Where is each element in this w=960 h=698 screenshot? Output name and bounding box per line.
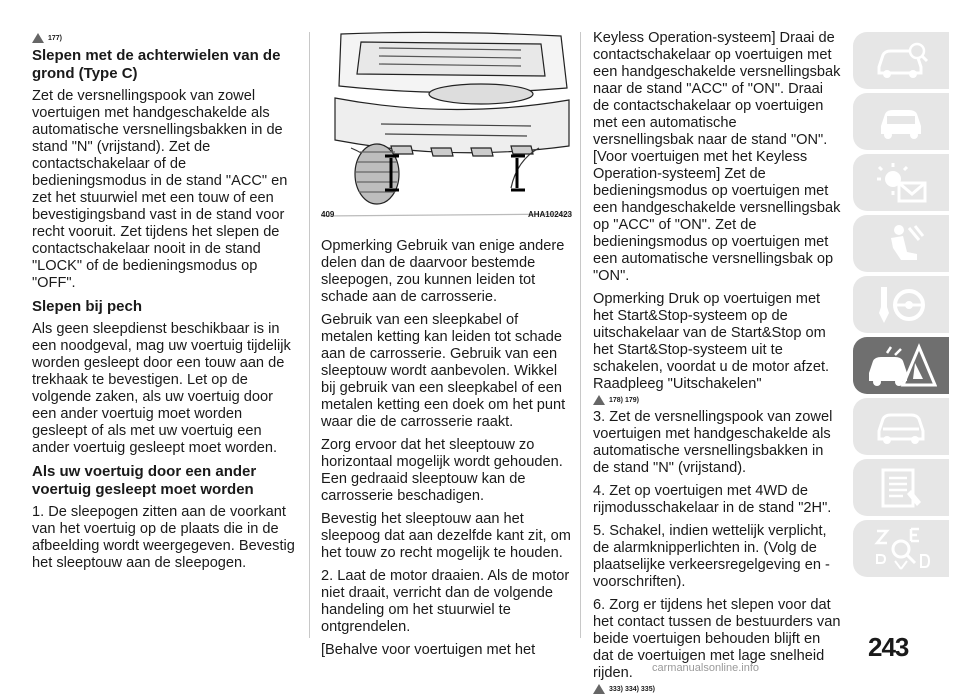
tab-car-dashboard[interactable] <box>853 93 949 150</box>
paragraph: Als geen sleepdienst beschikbaar is in een noodgeval, mag uw voertuig tijdelijk worden gesleept door een touw aan de trekhaak te bevestigen. Let op de volgende zaken, als uw voertuig door een ander voertuig moet worden gesleept of als met uw voertuig een ander voertuig gesleept moet worden. <box>32 321 291 456</box>
tab-technical-data[interactable] <box>853 459 949 516</box>
technical-data-icon <box>873 466 929 510</box>
warning-reference <box>593 395 841 405</box>
tab-starting-driving[interactable] <box>853 276 949 333</box>
paragraph: 1. De sleepogen zitten aan de voorkant van het voertuig op de plaats die in de afbeelding wordt weergegeven. Bevestig het sleeptouw aan de sleepogen. <box>32 504 295 571</box>
warning-triangle-icon <box>593 684 605 694</box>
lights-message-icon <box>873 161 929 205</box>
tab-lights-messages[interactable] <box>853 154 949 211</box>
chapter-tabs <box>853 32 949 581</box>
paragraph: Opmerking Druk op voertuigen met het Start&Stop-systeem op de uitschakelaar van de Start&Stop om het Start&Stop-systeem uit te schakelen, voordat u de motor afzet. Raadpleeg "Uitschakelen" <box>593 291 830 392</box>
airbag-seat-icon <box>873 222 929 266</box>
car-maintenance-icon <box>873 407 929 447</box>
paragraph: Zorg ervoor dat het sleeptouw zo horizontaal mogelijk wordt gehouden. Een gedraaid sleeptouw kan de carrosserie beschadigen. <box>321 437 563 504</box>
paragraph: [Behalve voor voertuigen met het <box>321 642 536 658</box>
column-divider <box>580 32 581 638</box>
section-heading: Als uw voertuig door een ander voertuig gesleept moet worden <box>32 463 257 498</box>
paragraph: 3. Zet de versnellingspook van zowel voertuigen met handgeschakelde als automatische versnellingsbakken in de stand "N" (vrijstand). <box>593 409 833 476</box>
vehicle-underside-drawing <box>321 28 572 226</box>
car-dashboard-icon <box>873 102 929 142</box>
paragraph: 2. Laat de motor draaien. Als de motor niet draait, verricht dan de volgende handeling om het stuurwiel te ontgrendelen. <box>321 568 570 635</box>
key-steering-icon <box>873 283 929 327</box>
column-3 <box>593 30 841 698</box>
page-number: 243 <box>868 632 909 662</box>
tow-hook-illustration <box>321 28 572 226</box>
warning-reference-text: 177) <box>48 34 63 42</box>
tab-maintenance[interactable] <box>853 398 949 455</box>
column-2 <box>321 238 573 665</box>
column-divider <box>309 32 310 638</box>
emergency-warning-icon <box>865 343 937 389</box>
warning-triangle-icon <box>593 395 605 405</box>
figure-number: 409 <box>321 210 335 219</box>
figure-caption <box>321 210 572 219</box>
index-az-icon <box>871 525 931 573</box>
section-heading: Slepen met de achterwielen van de grond (Type C) <box>32 47 281 82</box>
warning-reference-text: 333) 334) 335) <box>609 685 655 693</box>
warning-triangle-icon <box>32 33 44 43</box>
warning-reference <box>32 33 296 43</box>
paragraph: Bevestig het sleeptouw aan het sleepoog dat aan dezelfde kant zit, om het touw zo recht mogelijk te houden. <box>321 511 571 561</box>
paragraph: 6. Zorg er tijdens het slepen voor dat het contact tussen de bestuurders van beide voertuigen behouden blijft en dat de voertuigen met lage snelheid rijden. <box>593 597 841 681</box>
tab-car-info[interactable] <box>853 32 949 89</box>
tab-safety[interactable] <box>853 215 949 272</box>
paragraph: Opmerking Gebruik van enige andere delen dan de daarvoor bestemde sleepogen, zou kunnen leiden tot schade aan de carrosserie. <box>321 238 565 305</box>
paragraph: 5. Schakel, indien wettelijk verplicht, de alarmknipperlichten in. (Volg de plaatselijke verkeersregelgeving en -voorschriften). <box>593 523 830 590</box>
paragraph: Gebruik van een sleepkabel of metalen ketting kan leiden tot schade aan de carrosserie. Gebruik van een sleeptouw wordt aanbevolen. Wikkel bij gebruik van een sleepkabel of een metalen ketting een doek om het punt waar die de carrosserie raakt. <box>321 312 566 430</box>
tab-emergency[interactable] <box>853 337 949 394</box>
column-1 <box>32 33 296 578</box>
section-heading: Slepen bij pech <box>32 298 143 315</box>
car-info-icon <box>873 41 929 81</box>
tab-index[interactable] <box>853 520 949 577</box>
watermark: carmanualsonline.info <box>652 662 760 674</box>
warning-reference-text: 178) 179) <box>609 396 639 404</box>
paragraph: 4. Zet op voertuigen met 4WD de rijmodusschakelaar in de stand "2H". <box>593 483 832 516</box>
figure-code: AHA102423 <box>527 210 572 219</box>
warning-reference <box>593 684 841 694</box>
paragraph: Keyless Operation-systeem] Draai de contactschakelaar op voertuigen met een handgeschakelde versnellingsbak naar de stand "ACC" of "ON". Draai de contactschakelaar op voertuigen met een automatische versnellingsbak naar de stand "ON". [Voor voertuigen met het Keyless Operation-systeem] Zet de bedieningsmodus op voertuigen met een handgeschakelde versnellingsbak op "ACC" of "ON". Zet de bedieningsmodus op voertuigen met een automatische versnellingsbak op "ON". <box>593 30 841 284</box>
paragraph: Zet de versnellingspook van zowel voertuigen met handgeschakelde als automatische versnellingsbakken in de stand "N" (vrijstand). Zet de contactschakelaar of de bedieningsmodus in de stand "ACC" en zet het stuurwiel met een touw of een bevestigingsband vast in de stand voor recht vooruit. Zet tijdens het slepen de contactschakelaar nooit in de stand "LOCK" of de bedieningsmodus op "OFF". <box>32 88 288 291</box>
